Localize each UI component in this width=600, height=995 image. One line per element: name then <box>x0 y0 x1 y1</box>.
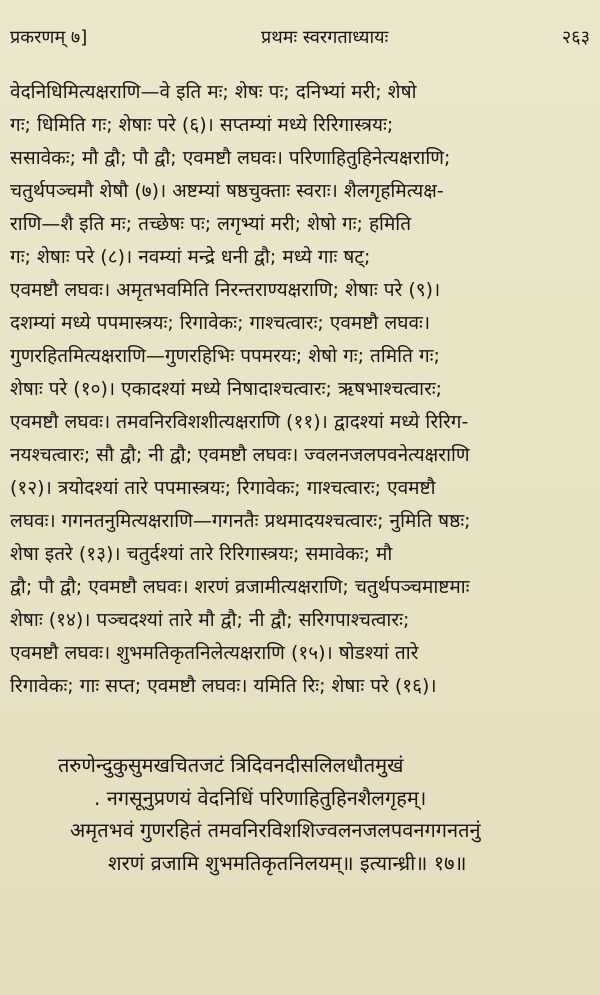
text-line: गः; धिमिति गः; शेषाः परे (६)। सप्तम्यां मध्ये रिरिगास्त्रयः; <box>10 114 394 136</box>
text-line: शेषा इतरे (१३)। चतुर्दश्यां तारे रिरिगास्त्रयः; समावेकः; मौ <box>10 543 393 565</box>
verse-line: . नगसूनुप्रणयं वेदनिधिं परिणाहितुहिनशैलगृहम्। <box>94 785 427 810</box>
text-line: गुणरहितमित्यक्षराणि—गुणरहिभिः पपमरयः; शेषो गः; तमिति गः; <box>10 345 440 367</box>
text-line: एवमष्टौ लघवः। अमृतभवमिति निरन्तराण्यक्षराणि; शेषाः परे (९)। <box>10 279 441 301</box>
text-line: राणि—शै इति मः; तच्छेषः पः; लगृभ्यां मरी; शेषो गः; हमिति <box>10 213 412 235</box>
page-header <box>10 26 592 70</box>
text-line: गः; शेषाः परे (८)। नवम्यां मन्द्रे धनी द्वौ; मध्ये गाः षट्; <box>10 246 371 268</box>
verse-line: शरणं व्रजामि शुभमतिकृतनिलयम्॥ इत्यान्ध्री॥ १७॥ <box>108 850 467 875</box>
verse-line: अमृतभवं गुणरहितं तमवनिरविशशिज्वलनजलपवनगगनतनुं <box>70 818 481 842</box>
header-chapter: प्रकरणम् ७] <box>10 27 88 48</box>
text-line: ससावेकः; मौ द्वौ; पौ द्वौ; एवमष्टौ लघवः। परिणाहितुहिनेत्यक्षराणि; <box>10 147 451 169</box>
text-line: एवमष्टौ लघवः। शुभमतिकृतनिलेत्यक्षराणि (१५)। षोडश्यां तारे <box>10 642 419 664</box>
verse-block <box>10 749 592 879</box>
text-line: वेदनिधिमित्यक्षराणि—वे इति मः; शेषः पः; दनिभ्यां मरी; शेषो <box>10 81 417 103</box>
header-page-number: २६३ <box>561 27 590 48</box>
text-line: द्वौ; पौ द्वौ; एवमष्टौ लघवः। शरणं व्रजामीत्यक्षराणि; चतुर्थपञ्चमाष्टमाः <box>10 576 470 598</box>
text-line: रिगावेकः; गाः सप्त; एवमष्टौ लघवः। यमिति रिः; शेषाः परे (१६)। <box>10 675 437 697</box>
text-line: शेषाः (१४)। पञ्चदश्यां तारे मौ द्वौ; नी द्वौ; सरिगपाश्चत्वारः; <box>10 609 410 631</box>
text-line: (१२)। त्रयोदश्यां तारे पपमास्त्रयः; रिगावेकः; गाश्चत्वारः; एवमष्टौ <box>10 477 436 499</box>
text-line: लघवः। गगनतनुमित्यक्षराणि—गगनतैः प्रथमादयश्चत्वारः; नुमिति षष्ठः; <box>10 510 471 532</box>
text-line: एवमष्टौ लघवः। तमवनिरविशशीत्यक्षराणि (११)। द्वादश्यां मध्ये रिरिग- <box>10 411 469 433</box>
prose-paragraph <box>10 76 592 703</box>
header-title: प्रथमः स्वरगताध्यायः <box>260 27 389 48</box>
text-line: नयश्चत्वारः; सौ द्वौ; नी द्वौ; एवमष्टौ लघवः। ज्वलनजलपवनेत्यक्षराणि <box>10 444 470 466</box>
text-line: चतुर्थपञ्चमौ शेषौ (७)। अष्टम्यां षष्ठचुक्ताः स्वराः। शैलगृहमित्यक्ष- <box>10 180 444 202</box>
text-line: शेषाः परे (१०)। एकादश्यां मध्ये निषादाश्चत्वारः; ऋषभाश्चत्वारः; <box>10 378 443 400</box>
text-line: दशम्यां मध्ये पपमास्त्रयः; रिगावेकः; गाश्चत्वारः; एवमष्टौ लघवः। <box>10 312 431 334</box>
verse-line: तरुणेन्दुकुसुमखचितजटं त्रिदिवनदीसलिलधौतमुखं <box>58 753 404 777</box>
